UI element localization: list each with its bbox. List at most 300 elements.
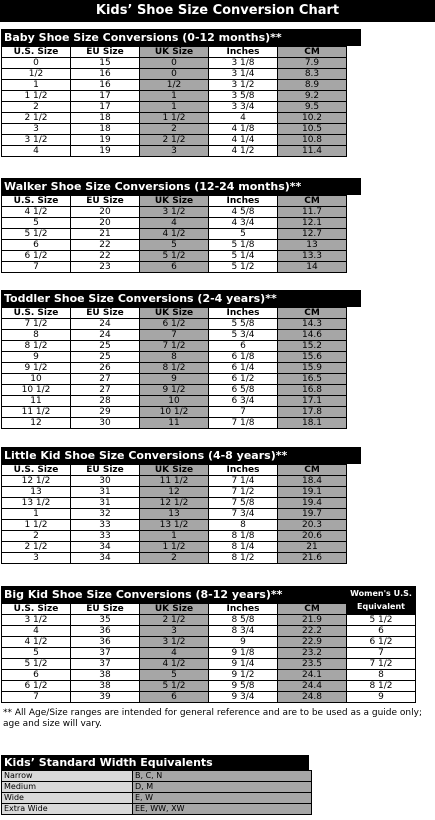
uk-size-cell: 10 — [140, 396, 209, 407]
eu-size-cell: 37 — [71, 659, 140, 670]
us-size-cell: 2 1/2 — [2, 113, 71, 124]
us-size-cell: 11 1/2 — [2, 407, 71, 418]
us-size-cell: 10 — [2, 374, 71, 385]
cm-cell: 23.5 — [278, 659, 347, 670]
column-header-us-size: U.S. Size — [2, 196, 71, 207]
eu-size-cell: 32 — [71, 509, 140, 520]
us-size-cell: 1 — [2, 509, 71, 520]
uk-size-cell: 3 1/2 — [140, 207, 209, 218]
inches-cell: 6 1/8 — [209, 352, 278, 363]
womens-us-cell: 6 — [347, 626, 416, 637]
us-size-cell: 10 1/2 — [2, 385, 71, 396]
uk-size-cell: 0 — [140, 69, 209, 80]
us-size-cell: 13 1/2 — [2, 498, 71, 509]
us-size-cell: 4 — [2, 626, 71, 637]
uk-size-cell: 9 — [140, 374, 209, 385]
column-header-eu-size: EU Size — [71, 308, 140, 319]
us-size-cell: 9 — [2, 352, 71, 363]
uk-size-cell: 5 1/2 — [140, 251, 209, 262]
column-header-womens-us — [347, 589, 416, 615]
inches-cell: 6 1/2 — [209, 374, 278, 385]
eu-size-cell: 27 — [71, 385, 140, 396]
inches-cell: 9 — [209, 637, 278, 648]
eu-size-cell: 23 — [71, 262, 140, 273]
eu-size-cell: 36 — [71, 637, 140, 648]
inches-cell: 9 1/8 — [209, 648, 278, 659]
cm-cell: 15.2 — [278, 341, 347, 352]
inches-cell: 4 5/8 — [209, 207, 278, 218]
eu-size-cell: 30 — [71, 418, 140, 429]
table-header-row — [2, 308, 347, 319]
inches-cell: 6 1/4 — [209, 363, 278, 374]
inches-cell: 7 3/4 — [209, 509, 278, 520]
table-row — [2, 476, 347, 487]
eu-size-cell: 19 — [71, 135, 140, 146]
inches-cell: 9 1/2 — [209, 670, 278, 681]
inches-cell: 7 1/8 — [209, 418, 278, 429]
table-row — [2, 396, 347, 407]
width-label: Extra Wide — [2, 804, 133, 815]
inches-cell: 6 3/4 — [209, 396, 278, 407]
cm-cell: 19.1 — [278, 487, 347, 498]
cm-cell: 10.2 — [278, 113, 347, 124]
table-row — [2, 352, 347, 363]
cm-cell: 13.3 — [278, 251, 347, 262]
us-size-cell: 7 — [2, 262, 71, 273]
table-header-row — [2, 47, 347, 58]
us-size-cell: 6 — [2, 670, 71, 681]
table-row — [2, 637, 416, 648]
column-header-us-size: U.S. Size — [2, 465, 71, 476]
cm-cell: 20.3 — [278, 520, 347, 531]
column-header-inches: Inches — [209, 47, 278, 58]
table-row — [2, 113, 347, 124]
table-row — [2, 363, 347, 374]
uk-size-cell: 11 — [140, 418, 209, 429]
table-row — [2, 407, 347, 418]
table-row — [2, 251, 347, 262]
inches-cell: 3 3/4 — [209, 102, 278, 113]
cm-cell: 12.7 — [278, 229, 347, 240]
cm-cell: 14 — [278, 262, 347, 273]
inches-cell: 8 — [209, 520, 278, 531]
uk-size-cell: 12 — [140, 487, 209, 498]
column-header-eu-size: EU Size — [71, 196, 140, 207]
column-header-inches: Inches — [209, 604, 278, 615]
table-row — [2, 418, 347, 429]
eu-size-cell: 16 — [71, 69, 140, 80]
eu-size-cell: 18 — [71, 113, 140, 124]
cm-cell: 13 — [278, 240, 347, 251]
column-header-inches: Inches — [209, 308, 278, 319]
uk-size-cell: 5 1/2 — [140, 681, 209, 692]
eu-size-cell: 34 — [71, 542, 140, 553]
uk-size-cell: 1 — [140, 102, 209, 113]
column-header-us-size: U.S. Size — [2, 604, 71, 615]
cm-cell: 14.3 — [278, 319, 347, 330]
cm-cell: 21.9 — [278, 615, 347, 626]
column-header-eu-size: EU Size — [71, 465, 140, 476]
table-row — [2, 124, 347, 135]
inches-cell: 6 — [209, 341, 278, 352]
us-size-cell: 7 — [2, 692, 71, 703]
column-header-inches: Inches — [209, 465, 278, 476]
cm-cell: 22.2 — [278, 626, 347, 637]
table-row — [2, 648, 416, 659]
womens-us-cell: 6 1/2 — [347, 637, 416, 648]
width-label: Medium — [2, 782, 133, 793]
eu-size-cell: 15 — [71, 58, 140, 69]
womens-us-cell: 8 — [347, 670, 416, 681]
us-size-cell: 11 — [2, 396, 71, 407]
cm-cell: 21 — [278, 542, 347, 553]
womens-header-line: Equivalent — [357, 602, 405, 611]
section-title: Little Kid Shoe Size Conversions (4-8 years)** — [1, 447, 361, 464]
table-row — [2, 553, 347, 564]
cm-cell: 17.1 — [278, 396, 347, 407]
cm-cell: 18.4 — [278, 476, 347, 487]
table-row — [2, 615, 416, 626]
page-title: Kids’ Shoe Size Conversion Chart — [0, 0, 435, 22]
section-title: Big Kid Shoe Size Conversions (8-12 years)** — [1, 586, 361, 603]
eu-size-cell: 25 — [71, 352, 140, 363]
table-row — [2, 135, 347, 146]
inches-cell: 8 3/4 — [209, 626, 278, 637]
table-row — [2, 659, 416, 670]
eu-size-cell: 31 — [71, 487, 140, 498]
width-label: Narrow — [2, 771, 133, 782]
cm-cell: 10.5 — [278, 124, 347, 135]
inches-cell: 9 3/4 — [209, 692, 278, 703]
eu-size-cell: 17 — [71, 91, 140, 102]
size-section — [1, 447, 361, 564]
width-row — [2, 804, 312, 815]
us-size-cell: 5 — [2, 218, 71, 229]
uk-size-cell: 3 1/2 — [140, 637, 209, 648]
uk-size-cell: 13 — [140, 509, 209, 520]
width-value: EE, WW, XW — [133, 804, 312, 815]
inches-cell: 5 1/2 — [209, 262, 278, 273]
eu-size-cell: 24 — [71, 319, 140, 330]
inches-cell: 4 1/8 — [209, 124, 278, 135]
uk-size-cell: 3 — [140, 146, 209, 157]
inches-cell: 8 1/8 — [209, 531, 278, 542]
eu-size-cell: 24 — [71, 330, 140, 341]
womens-us-cell: 8 1/2 — [347, 681, 416, 692]
section-title: Toddler Shoe Size Conversions (2-4 years)** — [1, 290, 361, 307]
table-row — [2, 80, 347, 91]
eu-size-cell: 19 — [71, 146, 140, 157]
uk-size-cell: 1/2 — [140, 80, 209, 91]
us-size-cell: 12 — [2, 418, 71, 429]
size-section — [1, 29, 361, 157]
width-value: B, C, N — [133, 771, 312, 782]
eu-size-cell: 20 — [71, 218, 140, 229]
cm-cell: 9.5 — [278, 102, 347, 113]
cm-cell: 7.9 — [278, 58, 347, 69]
width-equivalents-panel — [1, 755, 309, 815]
eu-size-cell: 21 — [71, 229, 140, 240]
table-row — [2, 319, 347, 330]
us-size-cell: 3 — [2, 553, 71, 564]
eu-size-cell: 22 — [71, 240, 140, 251]
cm-cell: 8.9 — [278, 80, 347, 91]
inches-cell: 7 5/8 — [209, 498, 278, 509]
womens-us-cell: 7 1/2 — [347, 659, 416, 670]
column-header-eu-size: EU Size — [71, 47, 140, 58]
inches-cell: 5 1/4 — [209, 251, 278, 262]
inches-cell: 8 5/8 — [209, 615, 278, 626]
eu-size-cell: 16 — [71, 80, 140, 91]
eu-size-cell: 37 — [71, 648, 140, 659]
column-header-eu-size: EU Size — [71, 604, 140, 615]
table-row — [2, 207, 347, 218]
eu-size-cell: 33 — [71, 531, 140, 542]
eu-size-cell: 25 — [71, 341, 140, 352]
uk-size-cell: 2 — [140, 124, 209, 135]
inches-cell: 5 1/8 — [209, 240, 278, 251]
eu-size-cell: 29 — [71, 407, 140, 418]
column-header-us-size: U.S. Size — [2, 47, 71, 58]
column-header-cm: CM — [278, 604, 347, 615]
us-size-cell: 9 1/2 — [2, 363, 71, 374]
table-row — [2, 102, 347, 113]
us-size-cell: 13 — [2, 487, 71, 498]
inches-cell: 5 — [209, 229, 278, 240]
uk-size-cell: 13 1/2 — [140, 520, 209, 531]
table-row — [2, 330, 347, 341]
eu-size-cell: 35 — [71, 615, 140, 626]
eu-size-cell: 20 — [71, 207, 140, 218]
cm-cell: 15.6 — [278, 352, 347, 363]
table-header-row — [2, 604, 416, 615]
width-value: D, M — [133, 782, 312, 793]
width-equivalents-table — [1, 770, 312, 815]
eu-size-cell: 18 — [71, 124, 140, 135]
table-header-row — [2, 465, 347, 476]
table-row — [2, 542, 347, 553]
us-size-cell: 1 1/2 — [2, 520, 71, 531]
uk-size-cell: 10 1/2 — [140, 407, 209, 418]
width-label: Wide — [2, 793, 133, 804]
uk-size-cell: 6 — [140, 262, 209, 273]
cm-cell: 20.6 — [278, 531, 347, 542]
cm-cell: 12.1 — [278, 218, 347, 229]
size-section — [1, 290, 361, 429]
uk-size-cell: 2 1/2 — [140, 615, 209, 626]
cm-cell: 18.1 — [278, 418, 347, 429]
inches-cell: 6 5/8 — [209, 385, 278, 396]
table-row — [2, 229, 347, 240]
size-table — [1, 464, 347, 564]
inches-cell: 4 3/4 — [209, 218, 278, 229]
table-row — [2, 626, 416, 637]
table-row — [2, 91, 347, 102]
width-value: E, W — [133, 793, 312, 804]
womens-header-line: Women's U.S. — [350, 589, 412, 598]
column-header-cm: CM — [278, 47, 347, 58]
table-row — [2, 374, 347, 385]
us-size-cell: 6 1/2 — [2, 681, 71, 692]
uk-size-cell: 8 — [140, 352, 209, 363]
inches-cell: 4 — [209, 113, 278, 124]
column-header-us-size: U.S. Size — [2, 308, 71, 319]
eu-size-cell: 38 — [71, 681, 140, 692]
uk-size-cell: 5 — [140, 670, 209, 681]
eu-size-cell: 22 — [71, 251, 140, 262]
inches-cell: 8 1/2 — [209, 553, 278, 564]
uk-size-cell: 7 — [140, 330, 209, 341]
size-section — [1, 178, 361, 273]
table-row — [2, 146, 347, 157]
us-size-cell: 6 1/2 — [2, 251, 71, 262]
width-row — [2, 771, 312, 782]
uk-size-cell: 3 — [140, 626, 209, 637]
table-row — [2, 692, 416, 703]
table-row — [2, 681, 416, 692]
width-row — [2, 793, 312, 804]
uk-size-cell: 4 — [140, 648, 209, 659]
cm-cell: 24.8 — [278, 692, 347, 703]
eu-size-cell: 38 — [71, 670, 140, 681]
cm-cell: 24.4 — [278, 681, 347, 692]
eu-size-cell: 30 — [71, 476, 140, 487]
column-header-uk-size: UK Size — [140, 196, 209, 207]
us-size-cell: 1/2 — [2, 69, 71, 80]
womens-us-cell: 5 1/2 — [347, 615, 416, 626]
us-size-cell: 3 1/2 — [2, 615, 71, 626]
cm-cell: 16.8 — [278, 385, 347, 396]
uk-size-cell: 1 — [140, 91, 209, 102]
us-size-cell: 4 — [2, 146, 71, 157]
width-equivalents-title: Kids’ Standard Width Equivalents — [1, 755, 309, 770]
inches-cell: 9 5/8 — [209, 681, 278, 692]
table-row — [2, 240, 347, 251]
us-size-cell: 7 1/2 — [2, 319, 71, 330]
cm-cell: 23.2 — [278, 648, 347, 659]
table-row — [2, 498, 347, 509]
us-size-cell: 5 1/2 — [2, 229, 71, 240]
us-size-cell: 8 — [2, 330, 71, 341]
table-row — [2, 58, 347, 69]
us-size-cell: 2 1/2 — [2, 542, 71, 553]
cm-cell: 16.5 — [278, 374, 347, 385]
cm-cell: 8.3 — [278, 69, 347, 80]
table-row — [2, 341, 347, 352]
inches-cell: 8 1/4 — [209, 542, 278, 553]
eu-size-cell: 34 — [71, 553, 140, 564]
eu-size-cell: 31 — [71, 498, 140, 509]
cm-cell: 10.8 — [278, 135, 347, 146]
uk-size-cell: 9 1/2 — [140, 385, 209, 396]
us-size-cell: 8 1/2 — [2, 341, 71, 352]
uk-size-cell: 1 1/2 — [140, 113, 209, 124]
inches-cell: 3 1/8 — [209, 58, 278, 69]
us-size-cell: 4 1/2 — [2, 637, 71, 648]
size-table — [1, 195, 347, 273]
uk-size-cell: 5 — [140, 240, 209, 251]
width-row — [2, 782, 312, 793]
cm-cell: 21.6 — [278, 553, 347, 564]
uk-size-cell: 7 1/2 — [140, 341, 209, 352]
us-size-cell: 5 — [2, 648, 71, 659]
uk-size-cell: 6 1/2 — [140, 319, 209, 330]
inches-cell: 4 1/2 — [209, 146, 278, 157]
cm-cell: 19.7 — [278, 509, 347, 520]
cm-cell: 11.4 — [278, 146, 347, 157]
inches-cell: 3 1/2 — [209, 80, 278, 91]
eu-size-cell: 26 — [71, 363, 140, 374]
uk-size-cell: 8 1/2 — [140, 363, 209, 374]
uk-size-cell: 4 1/2 — [140, 229, 209, 240]
footnote: ** All Age/Size ranges are intended for general reference and are to be used as a guide only; age and size will vary. — [3, 708, 422, 729]
eu-size-cell: 33 — [71, 520, 140, 531]
cm-cell: 19.4 — [278, 498, 347, 509]
size-table — [1, 307, 347, 429]
us-size-cell: 1 1/2 — [2, 91, 71, 102]
cm-cell: 9.2 — [278, 91, 347, 102]
uk-size-cell: 2 1/2 — [140, 135, 209, 146]
table-row — [2, 670, 416, 681]
us-size-cell: 1 — [2, 80, 71, 91]
us-size-cell: 2 — [2, 531, 71, 542]
us-size-cell: 2 — [2, 102, 71, 113]
cm-cell: 17.8 — [278, 407, 347, 418]
eu-size-cell: 36 — [71, 626, 140, 637]
cm-cell: 24.1 — [278, 670, 347, 681]
uk-size-cell: 2 — [140, 553, 209, 564]
table-row — [2, 385, 347, 396]
column-header-uk-size: UK Size — [140, 47, 209, 58]
us-size-cell: 4 1/2 — [2, 207, 71, 218]
uk-size-cell: 4 1/2 — [140, 659, 209, 670]
table-header-row — [2, 196, 347, 207]
us-size-cell: 3 1/2 — [2, 135, 71, 146]
cm-cell: 11.7 — [278, 207, 347, 218]
size-section — [1, 586, 416, 703]
uk-size-cell: 11 1/2 — [140, 476, 209, 487]
us-size-cell: 0 — [2, 58, 71, 69]
uk-size-cell: 6 — [140, 692, 209, 703]
table-row — [2, 509, 347, 520]
table-row — [2, 218, 347, 229]
womens-us-cell: 7 — [347, 648, 416, 659]
inches-cell: 3 5/8 — [209, 91, 278, 102]
section-title: Walker Shoe Size Conversions (12-24 months)** — [1, 178, 361, 195]
column-header-uk-size: UK Size — [140, 308, 209, 319]
eu-size-cell: 39 — [71, 692, 140, 703]
uk-size-cell: 4 — [140, 218, 209, 229]
table-row — [2, 487, 347, 498]
column-header-cm: CM — [278, 196, 347, 207]
table-row — [2, 262, 347, 273]
womens-us-cell: 9 — [347, 692, 416, 703]
size-table — [1, 46, 347, 157]
eu-size-cell: 28 — [71, 396, 140, 407]
uk-size-cell: 1 — [140, 531, 209, 542]
inches-cell: 3 1/4 — [209, 69, 278, 80]
column-header-inches: Inches — [209, 196, 278, 207]
inches-cell: 5 3/4 — [209, 330, 278, 341]
table-row — [2, 69, 347, 80]
eu-size-cell: 17 — [71, 102, 140, 113]
us-size-cell: 12 1/2 — [2, 476, 71, 487]
column-header-cm: CM — [278, 308, 347, 319]
us-size-cell: 5 1/2 — [2, 659, 71, 670]
us-size-cell: 3 — [2, 124, 71, 135]
inches-cell: 9 1/4 — [209, 659, 278, 670]
inches-cell: 7 1/4 — [209, 476, 278, 487]
